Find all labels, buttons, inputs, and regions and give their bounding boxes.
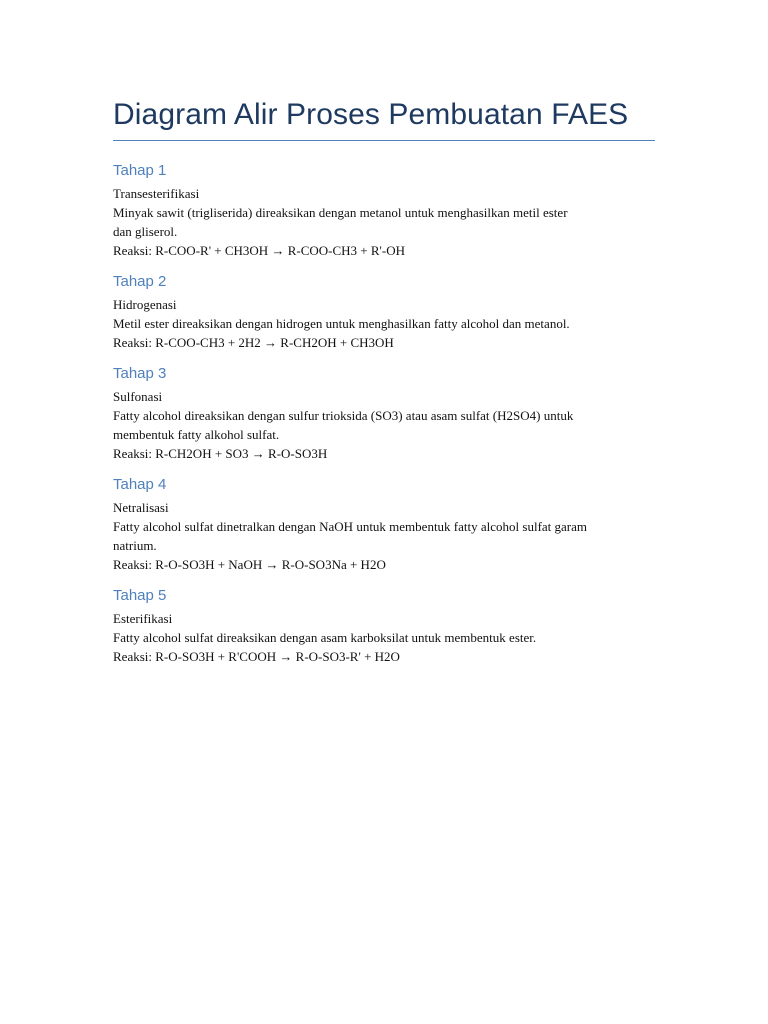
step-heading: Tahap 1 [113, 162, 167, 179]
step-name: Transesterifikasi [113, 186, 200, 201]
step-reaction: Reaksi: R-COO-CH3 + 2H2 → R-CH2OH + CH3OH [113, 335, 394, 350]
step-description: Fatty alcohol sulfat direaksikan dengan asam karboksilat untuk membentuk ester. [113, 630, 537, 645]
title-underline [113, 140, 655, 141]
step-description: Fatty alcohol direaksikan dengan sulfur trioksida (SO3) atau asam sulfat (H2SO4) untuk [113, 408, 574, 423]
step-name: Esterifikasi [113, 611, 173, 626]
step-description: Metil ester direaksikan dengan hidrogen untuk menghasilkan fatty alcohol dan metanol. [113, 316, 570, 331]
step-name: Hidrogenasi [113, 297, 177, 312]
step-4 [113, 475, 655, 574]
document-page [113, 96, 655, 666]
step-description-cont: natrium. [113, 538, 157, 553]
step-reaction: Reaksi: R-COO-R' + CH3OH → R-COO-CH3 + R'-OH [113, 243, 405, 258]
document-title: Diagram Alir Proses Pembuatan FAES [113, 98, 629, 131]
step-description-cont: dan gliserol. [113, 224, 178, 239]
step-description: Minyak sawit (trigliserida) direaksikan dengan metanol untuk menghasilkan metil ester [113, 205, 568, 220]
step-reaction: Reaksi: R-O-SO3H + NaOH → R-O-SO3Na + H2O [113, 557, 386, 572]
step-heading: Tahap 4 [113, 476, 167, 493]
step-heading: Tahap 2 [113, 273, 167, 290]
step-name: Sulfonasi [113, 389, 163, 404]
step-description: Fatty alcohol sulfat dinetralkan dengan NaOH untuk membentuk fatty alcohol sulfat garam [113, 519, 588, 534]
step-3 [113, 364, 655, 463]
step-description-cont: membentuk fatty alkohol sulfat. [113, 427, 280, 442]
step-heading: Tahap 5 [113, 587, 167, 604]
step-2 [113, 272, 655, 352]
step-5 [113, 586, 655, 666]
step-1 [113, 161, 655, 260]
step-name: Netralisasi [113, 500, 169, 515]
step-heading: Tahap 3 [113, 365, 167, 382]
step-reaction: Reaksi: R-CH2OH + SO3 → R-O-SO3H [113, 446, 328, 461]
step-reaction: Reaksi: R-O-SO3H + R'COOH → R-O-SO3-R' + H2O [113, 649, 400, 664]
